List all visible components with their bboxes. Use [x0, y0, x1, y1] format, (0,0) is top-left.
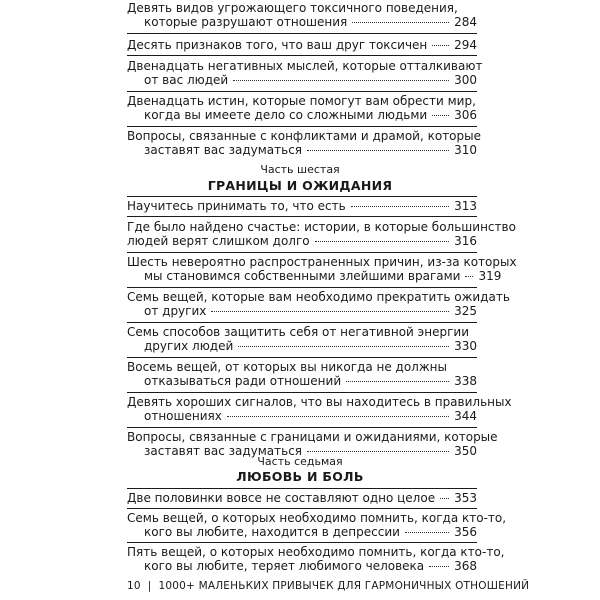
toc-entry-title: Научитесь принимать то, что есть — [127, 199, 346, 213]
page-number: 338 — [454, 374, 477, 388]
page-number: 325 — [454, 304, 477, 318]
toc-entry-title: Где было найдено счастье: истории, в которые большинство — [127, 220, 516, 234]
toc-entry-title: Двенадцать истин, которые помогут вам обрести мир, — [127, 94, 476, 108]
page-number: 300 — [454, 73, 477, 87]
dot-leader — [307, 451, 449, 452]
entry-divider — [127, 508, 477, 509]
toc-entry-title: Девять хороших сигналов, что вы находитесь в правильных — [127, 395, 512, 409]
toc-entry-title: Семь способов защитить себя от негативной энергии — [127, 325, 469, 339]
toc-entry-title: людей верят слишком долго — [127, 234, 310, 248]
dot-leader — [432, 45, 449, 46]
toc-entry-title: заставят вас задуматься — [144, 143, 303, 157]
entry-divider — [127, 33, 477, 34]
page-number: 330 — [454, 339, 477, 353]
entry-divider — [127, 287, 477, 288]
page-number: 284 — [454, 15, 477, 29]
toc-entry-title: Десять признаков того, что ваш друг токсичен — [127, 38, 428, 52]
toc-entry-title: других людей — [144, 339, 234, 353]
toc-entry — [127, 290, 510, 318]
page-number: 356 — [454, 525, 477, 539]
toc-entry — [127, 38, 477, 52]
toc-entry-title: когда вы имеете дело со сложными людьми — [144, 108, 428, 122]
toc-entry-title: Девять видов угрожающего токсичного поведения, — [127, 1, 458, 15]
toc-entry — [127, 325, 477, 353]
dot-leader — [346, 381, 449, 382]
entry-divider — [127, 55, 477, 56]
toc-entry-title: мы становимся собственными злейшими врагами — [144, 269, 461, 283]
page-footer — [127, 580, 529, 592]
toc-entry-title: Шесть невероятно распространенных причин, из-за которых — [127, 255, 517, 269]
toc-entry-title: кого вы любите, находится в депрессии — [144, 525, 400, 539]
footer-separator: | — [147, 580, 152, 592]
toc-entry — [127, 59, 483, 87]
dot-leader — [465, 276, 473, 277]
entry-divider — [127, 427, 477, 428]
toc-entry-title: Две половинки вовсе не составляют одно целое — [127, 491, 436, 505]
entry-divider — [127, 91, 477, 92]
dot-leader — [227, 416, 449, 417]
toc-entry — [127, 129, 481, 157]
toc-entry-title: заставят вас задуматься — [144, 444, 303, 458]
toc-entry — [127, 360, 477, 388]
page-number: 294 — [454, 38, 477, 52]
dot-leader — [233, 80, 449, 81]
toc-entry-title: Двенадцать негативных мыслей, которые отталкивают — [127, 59, 483, 73]
page-number: 313 — [454, 199, 477, 213]
dot-leader — [440, 498, 449, 499]
toc-entry-title: Вопросы, связанные с границами и ожиданиями, которые — [127, 430, 498, 444]
page-number: 316 — [454, 234, 477, 248]
page-number: 350 — [454, 444, 477, 458]
entry-divider — [127, 392, 477, 393]
page-number: 306 — [454, 108, 477, 122]
page-number: 368 — [454, 559, 477, 573]
dot-leader — [352, 22, 449, 23]
toc-entry-title: Пять вещей, о которых необходимо помнить, когда кто-то, — [127, 545, 505, 559]
toc-entry — [127, 94, 477, 122]
page-number: 344 — [454, 409, 477, 423]
part-title: ГРАНИЦЫ И ОЖИДАНИЯ — [207, 178, 393, 193]
toc-entry-title: отказываться ради отношений — [144, 374, 342, 388]
page-number: 319 — [478, 269, 502, 283]
dot-leader — [238, 346, 449, 347]
dot-leader — [315, 241, 449, 242]
page-number: 353 — [454, 491, 477, 505]
toc-entry — [127, 511, 507, 539]
dot-leader — [429, 566, 449, 567]
toc-entry-title: Восемь вещей, от которых вы никогда не должны — [127, 360, 447, 374]
footer-book-title: 1000+ МАЛЕНЬКИХ ПРИВЫЧЕК ДЛЯ ГАРМОНИЧНЫХ ОТНОШЕНИЙ — [158, 580, 530, 592]
dot-leader — [351, 206, 449, 207]
toc-entry — [127, 199, 477, 213]
toc-entry-title: которые разрушают отношения — [144, 15, 348, 29]
dot-leader — [405, 532, 449, 533]
toc-entry-title: от других — [144, 304, 207, 318]
entry-divider — [127, 252, 477, 253]
toc-entry-title: отношениях — [144, 409, 222, 423]
part-label: Часть седьмая — [257, 455, 343, 468]
part-label: Часть шестая — [260, 163, 340, 176]
toc-entry — [127, 545, 505, 573]
toc-entry-title: кого вы любите, теряет любимого человека — [144, 559, 425, 573]
section-divider — [127, 196, 477, 197]
toc-entry-title: от вас людей — [144, 73, 229, 87]
entry-divider — [127, 357, 477, 358]
toc-entry — [127, 430, 498, 458]
toc-entry — [127, 255, 517, 283]
dot-leader — [307, 150, 449, 151]
toc-entry — [127, 491, 477, 505]
page-number: 310 — [454, 143, 477, 157]
toc-entry-title: Вопросы, связанные с конфликтами и драмой, которые — [127, 129, 481, 143]
footer-page-number: 10 — [127, 580, 141, 592]
toc-entry-title: Семь вещей, которые вам необходимо прекратить ожидать — [127, 290, 510, 304]
toc-entry — [127, 1, 477, 29]
dot-leader — [432, 115, 449, 116]
toc-entry — [127, 220, 516, 248]
entry-divider — [127, 322, 477, 323]
entry-divider — [127, 216, 477, 217]
toc-entry-title: Семь вещей, о которых необходимо помнить, когда кто-то, — [127, 511, 507, 525]
part-title: ЛЮБОВЬ И БОЛЬ — [236, 469, 364, 484]
section-divider — [127, 488, 477, 489]
toc-entry — [127, 395, 512, 423]
entry-divider — [127, 126, 477, 127]
dot-leader — [211, 311, 449, 312]
entry-divider — [127, 542, 477, 543]
